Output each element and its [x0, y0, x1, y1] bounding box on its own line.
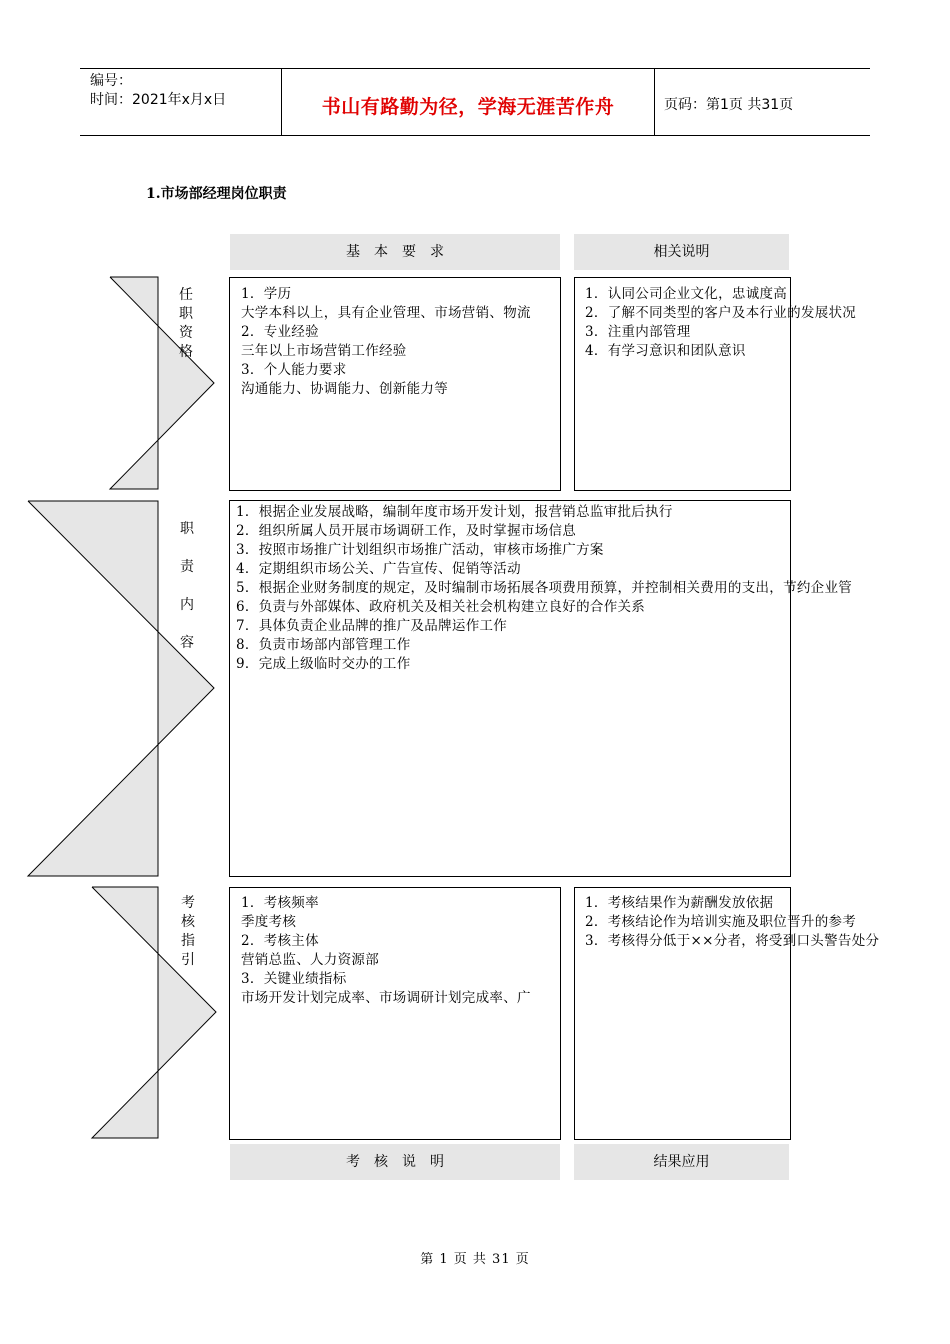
list-item: 沟通能力、协调能力、创新能力等 — [241, 381, 448, 397]
list-item: 4．定期组织市场公关、广告宣传、促销等活动 — [236, 561, 521, 577]
qualifications-arrow-shape — [110, 277, 214, 489]
document-time-label: 时间：2021年x月x日 — [90, 92, 227, 108]
list-item: 3．按照市场推广计划组织市场推广活动，审核市场推广方案 — [236, 542, 604, 558]
qualifications-related-text — [585, 285, 856, 361]
list-item: 3．考核得分低于××分者，将受到口头警告处分 — [585, 933, 880, 949]
result-application-header: 结果应用 — [574, 1144, 789, 1180]
header-motto: 书山有路勤为径，学海无涯苦作舟 — [321, 96, 615, 118]
list-item: 3．个人能力要求 — [241, 362, 347, 378]
list-item: 季度考核 — [241, 914, 297, 930]
list-item: 1．考核频率 — [241, 895, 319, 911]
qualifications-basic-text — [241, 285, 559, 399]
list-item: 7．具体负责企业品牌的推广及品牌运作工作 — [236, 618, 508, 634]
list-item: 2．考核主体 — [241, 933, 319, 949]
section-title: 1.市场部经理岗位职责 — [146, 186, 287, 202]
list-item: 9．完成上级临时交办的工作 — [236, 656, 411, 672]
list-item: 3．关键业绩指标 — [241, 971, 347, 987]
header-page-number: 页码：第1页 共31页 — [664, 97, 794, 113]
list-item: 三年以上市场营销工作经验 — [241, 343, 407, 359]
basic-requirements-header: 基 本 要 求 — [230, 234, 560, 270]
list-item: 大学本科以上，具有企业管理、市场营销、物流 — [241, 305, 531, 321]
list-item: 市场开发计划完成率、市场调研计划完成率、广 — [241, 990, 531, 1006]
duties-text — [236, 503, 948, 674]
page-footer: 第 1 页 共 31 页 — [420, 1252, 530, 1267]
list-item: 营销总监、人力资源部 — [241, 952, 379, 968]
document-number-label: 编号： — [90, 73, 132, 89]
related-notes-header: 相关说明 — [574, 234, 789, 270]
assessment-notes-header: 考 核 说 明 — [230, 1144, 560, 1180]
list-item: 8．负责市场部内部管理工作 — [236, 637, 411, 653]
list-item: 1．考核结果作为薪酬发放依据 — [585, 895, 774, 911]
assessment-basic-text — [241, 894, 571, 1008]
list-item: 2．专业经验 — [241, 324, 319, 340]
list-item: 2．了解不同类型的客户及本行业的发展状况 — [585, 305, 857, 321]
assessment-result-text — [585, 894, 879, 951]
list-item: 2．组织所属人员开展市场调研工作，及时掌握市场信息 — [236, 523, 577, 539]
list-item: 3．注重内部管理 — [585, 324, 691, 340]
list-item: 5．根据企业财务制度的规定，及时编制市场拓展各项费用预算，并控制相关费用的支出，节约企业管 — [236, 580, 853, 596]
list-item: 2．考核结论作为培训实施及职位晋升的参考 — [585, 914, 857, 930]
assessment-label: 考 核 指 引 — [181, 895, 195, 968]
list-item: 4．有学习意识和团队意识 — [585, 343, 746, 359]
list-item: 6．负责与外部媒体、政府机关及相关社会机构建立良好的合作关系 — [236, 599, 646, 615]
list-item: 1．根据企业发展战略，编制年度市场开发计划，报营销总监审批后执行 — [236, 504, 673, 520]
qualifications-label: 任 职 资 格 — [179, 287, 193, 360]
duties-label: 职 责 内 容 — [180, 521, 194, 651]
list-item: 1．学历 — [241, 286, 292, 302]
list-item: 1．认同公司企业文化，忠诚度高 — [585, 286, 788, 302]
